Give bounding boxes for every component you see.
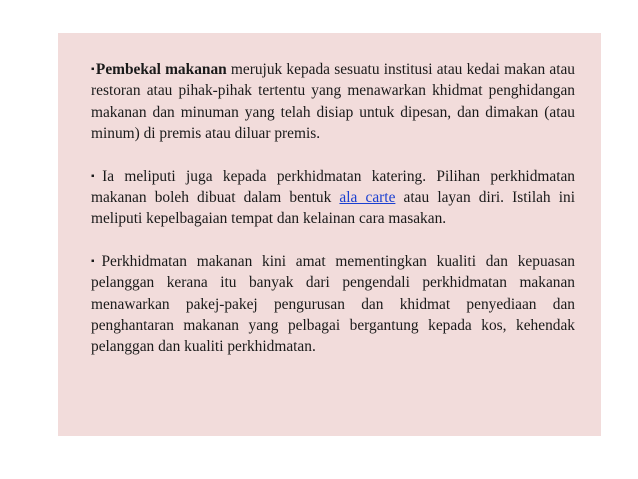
bullet-icon: ▪ — [91, 255, 101, 267]
paragraph-katering — [91, 166, 575, 230]
paragraph-kualiti — [91, 251, 575, 358]
bullet-icon: ▪ — [91, 64, 95, 75]
paragraph-text: Perkhidmatan makanan kini amat mementingkan kualiti dan kepuasan pelanggan kerana itu banyak dari pengendali perkhidmatan makanan menawarkan pakej-pakej pengurusan dan khidmat penyediaan dan penghantaran makanan yang pelbagai bergantung kepada kos, kehendak pelanggan dan kualiti perkhidmatan. — [91, 252, 575, 356]
term-pembekal-makanan: Pembekal makanan — [95, 61, 227, 78]
bullet-icon: ▪ — [91, 170, 102, 182]
ala-carte-link[interactable]: ala carte — [339, 189, 396, 207]
paragraph-text: merujuk kepada sesuatu institusi atau kedai makan atau restoran atau pihak-pihak tertentu yang menawarkan khidmat penghidangan makanan dan minuman yang telah disiap untuk dipesan, dan dimakan (atau minum) di premis atau diluar premis. — [91, 61, 575, 143]
paragraph-text: atau layan diri. Istilah ini meliputi kepelbagaian tempat dan kelainan cara masakan. — [91, 189, 576, 228]
paragraph-pembekal-makanan — [91, 59, 575, 145]
paragraph-text: Ia meliputi juga kepada perkhidmatan katering. Pilihan perkhidmatan makanan boleh dibuat dalam bentuk — [91, 167, 576, 207]
text-area — [91, 59, 575, 379]
slide-content-box — [58, 33, 601, 436]
